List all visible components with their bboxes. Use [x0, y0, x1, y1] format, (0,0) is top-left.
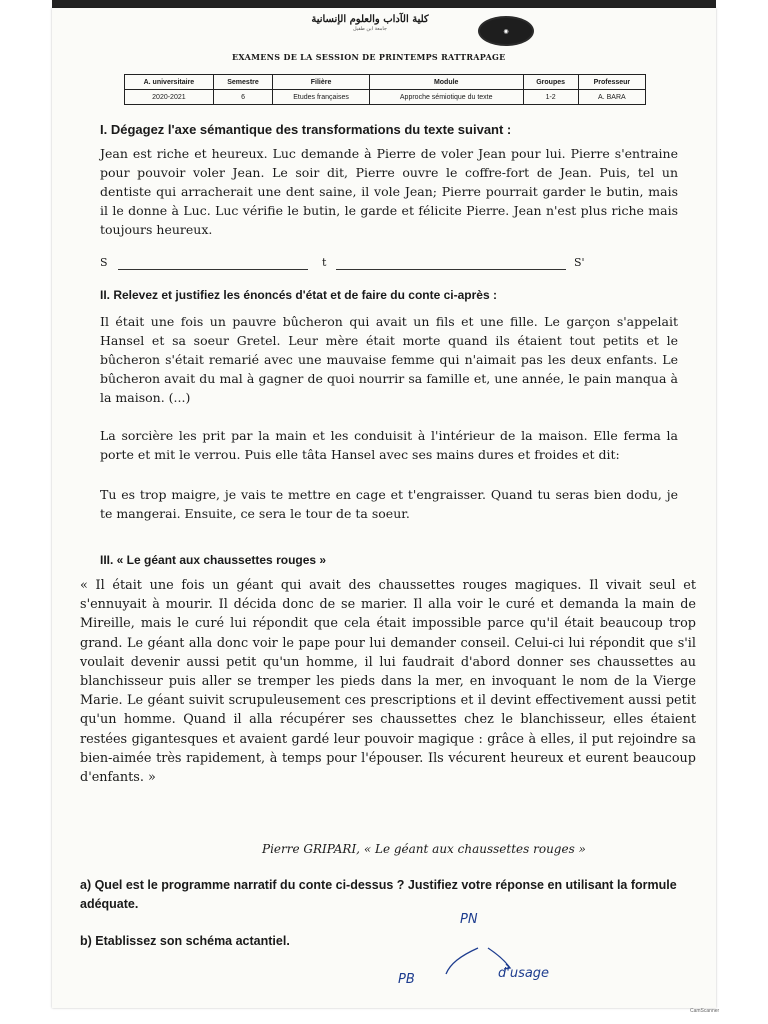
section-2-paragraph-3: Tu es trop maigre, je vais te mettre en cage et t'engraisser. Quand tu seras bien dodu, je te mangerai. Ensuite, ce sera le tour de ta soeur. — [100, 487, 678, 521]
handwritten-arrows — [440, 930, 530, 980]
institution-name-arabic: كلية الآداب والعلوم الإنسانية — [311, 14, 429, 25]
transformation-axis-line — [100, 256, 600, 276]
axis-label-t: t — [322, 256, 327, 269]
handwritten-pb: PB — [398, 972, 415, 987]
cell-professor: A. BARA — [578, 90, 645, 105]
cell-semester: 6 — [213, 90, 272, 105]
axis-label-s-prime: S' — [574, 256, 585, 269]
cell-module: Approche sémiotique du texte — [369, 90, 523, 105]
section-2-title: II. Relevez et justifiez les énoncés d'état et de faire du conte ci-après : — [100, 288, 497, 302]
question-a: a) Quel est le programme narratif du conte ci-dessus ? Justifiez votre réponse en utilisant la formule adéquate. — [80, 878, 677, 911]
header-year: A. universitaire — [125, 75, 214, 90]
axis-label-s: S — [100, 256, 108, 269]
header-groups: Groupes — [523, 75, 578, 90]
section-1-text: Jean est riche et heureux. Luc demande à Pierre de voler Jean pour lui. Pierre s'entraine pour pouvoir voler Jean. Le soir dit, Pierre ouvre le coffre-fort de Jean. Puis, tel un dentiste qui arracherait une dent saine, il vole Jean; Pierre pourrait garder le butin, mais il le donne à Luc. Luc vérifie le butin, le garde et félicite Pierre. Jean n'est plus riche mais toujours heureux. — [100, 146, 678, 237]
source-title: « Le géant aux chaussettes rouges » — [363, 842, 586, 856]
cell-year: 2020-2021 — [125, 90, 214, 105]
section-3-text: « Il était une fois un géant qui avait des chaussettes rouges magiques. Il vivait seul et s'ennuyait à mourir. Il décida donc de se marier. Il alla voir le curé et demanda la main de Mireille, mais le curé lui répondit que cela était impossible parce qu'il était beaucoup trop grand. Le géant alla donc voir le pape pour lui demander conseil. Celui-ci lui répondit que s'il voulait devenir aussi petit qu'un homme, il lui faudrait d'abord donner ses chaussettes au blanchisseur puis aller se tremper les pieds dans la mer, en invoquant le nom de la Vierge Marie. Le géant suivit scrupuleusement ces prescriptions et il devint effectivement aussi petit qu'un homme. Quand il alla récupérer ses chaussettes chez le blanchisseur, elles étaient restées gigantesques et avaient gardé leur pouvoir magique : grâce à elles, il put rejoindre sa bien-aimée très rapidement, à temps pour l'épouser. Ils vécurent heureux et eurent beaucoup d'enfants. » — [80, 578, 696, 786]
cell-groups: 1-2 — [523, 90, 578, 105]
institution-subname: جامعة ابن طفيل — [353, 26, 387, 32]
section-2-paragraph-1: Il était une fois un pauvre bûcheron qui avait un fils et une fille. Le garçon s'appelait Hansel et sa soeur Gretel. Leur mère était morte quand ils étaient tout petits et le bûcheron s'était remarié avec une mauvaise femme qui n'aimait pas les deux enfants. Le bûcheron avait du mal à gagner de quoi nourrir sa famille et, une année, le pain manqua à la maison. (...) — [100, 314, 678, 405]
question-b: b) Etablissez son schéma actantiel. — [80, 934, 290, 948]
university-logo: ◉ — [478, 16, 534, 46]
exam-title: EXAMENS DE LA SESSION DE PRINTEMPS RATTRAPAGE — [232, 52, 506, 62]
handwritten-usage: d'usage — [498, 966, 550, 981]
section-2-paragraph-2: La sorcière les prit par la main et les conduisit à l'intérieur de la maison. Elle ferma la porte et mit le verrou. Puis elle tâta Hansel avec ses mains dures et froides et dit: — [100, 428, 678, 462]
scanner-watermark: CamScanner — [690, 1008, 720, 1014]
exam-info-table — [124, 74, 646, 105]
source-citation — [262, 842, 586, 856]
header-semester: Semestre — [213, 75, 272, 90]
cell-filiere: Etudes françaises — [273, 90, 370, 105]
scan-top-border — [52, 0, 716, 8]
handwritten-pn: PN — [460, 912, 478, 927]
table-header-row — [125, 75, 646, 90]
section-3-title: III. « Le géant aux chaussettes rouges » — [100, 553, 327, 567]
source-author: Pierre GRIPARI, — [262, 842, 360, 856]
table-row — [125, 90, 646, 105]
header-professor: Professeur — [578, 75, 645, 90]
header-filiere: Filière — [273, 75, 370, 90]
section-1-title: I. Dégagez l'axe sémantique des transformations du texte suivant : — [100, 122, 512, 137]
header-module: Module — [369, 75, 523, 90]
